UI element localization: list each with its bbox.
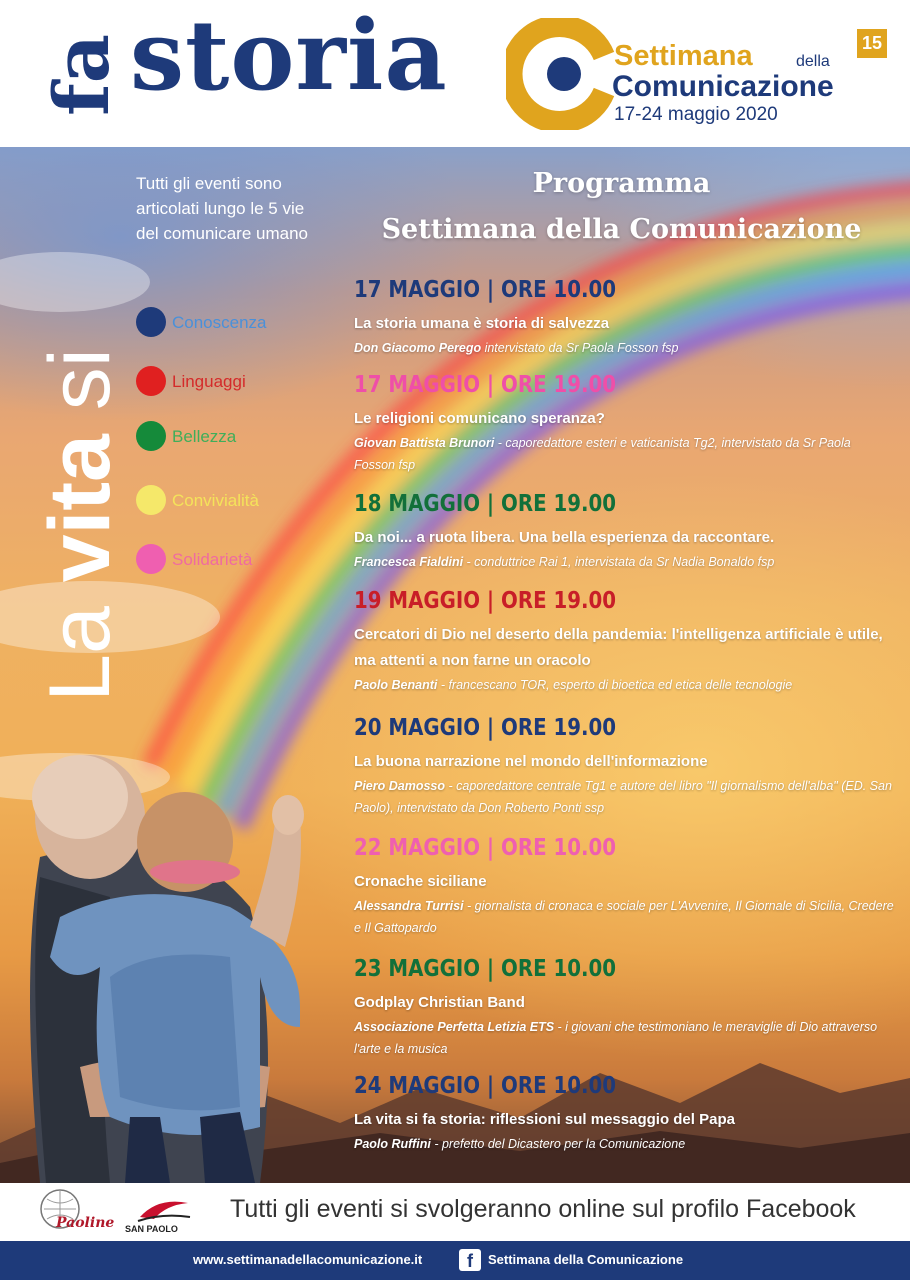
title-word-la: La [32, 582, 128, 702]
logo-title-settimana: Settimana [614, 40, 753, 72]
event-speaker: Piero Damosso [354, 779, 446, 793]
footer-links-bar [0, 1241, 910, 1280]
event-item [354, 713, 894, 819]
event-item [354, 370, 894, 476]
fa-word: fa [37, 34, 126, 116]
event-description [354, 674, 894, 696]
program-title [349, 161, 894, 253]
facebook-icon[interactable]: f [459, 1249, 481, 1271]
event-description [354, 1133, 894, 1155]
event-description [354, 895, 894, 939]
title-word-si: si [32, 348, 128, 435]
green-dot-icon [136, 421, 166, 451]
header [0, 0, 910, 147]
yellow-dot-icon [136, 485, 166, 515]
la-vita-si-vertical-title [32, 348, 128, 702]
event-title: Le religioni comunicano speranza? [354, 410, 605, 427]
event-title: Cronache siciliane [354, 873, 487, 890]
red-dot-icon [136, 366, 166, 396]
event-speaker: Francesca Fialdini [354, 555, 464, 569]
event-title: La buona narrazione nel mondo dell'informazione [354, 753, 708, 770]
paoline-logo-icon [34, 1187, 115, 1239]
title-word-vita: vita [32, 434, 128, 583]
program-title-line1: Programma [532, 168, 711, 199]
event-speaker-info: - i giovani che testimoniano le meraviglie di Dio attraverso l'arte e la musica [354, 1020, 878, 1056]
settimana-comunicazione-logo [506, 10, 906, 140]
event-speaker-info: - giornalista di cronaca e sociale per L'Avvenire, Il Giornale di Sicilia, Credere e Il Gattopardo [354, 899, 894, 935]
blue-dot-icon [136, 307, 166, 337]
event-speaker-info: intervistato da Sr Paola Fosson fsp [481, 341, 679, 355]
grandfather-child-photo [0, 647, 340, 1183]
facebook-page-link[interactable]: Settimana della Comunicazione [488, 1252, 684, 1267]
event-speaker-info: - caporedattore centrale Tg1 e autore del libro "Il giornalismo dell'alba" (ED. San Paolo), intervistato da Don Roberto Ponti ssp [354, 779, 892, 815]
event-item [354, 586, 894, 696]
event-item [354, 954, 894, 1060]
event-speaker-info: - prefetto del Dicastero per la Comunicazione [430, 1137, 686, 1151]
event-speaker: Paolo Ruffini [354, 1137, 431, 1151]
event-title: La vita si fa storia: riflessioni sul messaggio del Papa [354, 1111, 735, 1128]
event-description [354, 1016, 894, 1060]
via-label: Solidarietà [172, 550, 253, 569]
event-description [354, 337, 894, 359]
event-item [354, 275, 894, 359]
event-date: 20 MAGGIO | ORE 19.00 [354, 715, 617, 741]
event-date: 22 MAGGIO | ORE 10.00 [354, 835, 617, 861]
event-date: 17 MAGGIO | ORE 10.00 [354, 277, 617, 303]
program-title-line2: Settimana della Comunicazione [381, 214, 862, 245]
event-speaker: Associazione Perfetta Letizia ETS [354, 1020, 555, 1034]
event-date: 23 MAGGIO | ORE 10.00 [354, 956, 617, 982]
website-link[interactable]: www.settimanadellacomunicazione.it [193, 1252, 423, 1267]
storia-word: storia [130, 0, 448, 112]
logo-dates: 17-24 maggio 2020 [614, 104, 778, 125]
event-date: 24 MAGGIO | ORE 10.00 [354, 1073, 617, 1099]
event-speaker: Don Giacomo Perego [354, 341, 482, 355]
event-item [354, 489, 894, 573]
via-label: Linguaggi [172, 372, 246, 391]
c-ring-icon [506, 18, 618, 130]
intro-text: Tutti gli eventi sono articolati lungo le 5 vie del comunicare umano [136, 174, 308, 243]
event-speaker-info: - caporedattore esteri e vaticanista Tg2, intervistato da Sr Paola Fosson fsp [354, 436, 851, 472]
main-poster-area [0, 147, 910, 1183]
event-speaker-info: - francescano TOR, esperto di bioetica ed etica delle tecnologie [437, 678, 793, 692]
online-notice: Tutti gli eventi si svolgeranno online sul profilo Facebook [230, 1195, 856, 1223]
san-paolo-logo-text: SAN PAOLO [125, 1224, 178, 1234]
event-date: 18 MAGGIO | ORE 19.00 [354, 491, 617, 517]
logo-title-comunicazione: Comunicazione [612, 70, 834, 103]
event-speaker-info: - conduttrice Rai 1, intervistata da Sr Nadia Bonaldo fsp [463, 555, 775, 569]
event-item [354, 833, 894, 939]
via-label: Convivialità [172, 491, 259, 510]
event-speaker: Paolo Benanti [354, 678, 438, 692]
event-date: 19 MAGGIO | ORE 19.00 [354, 588, 617, 614]
event-speaker: Alessandra Turrisi [354, 899, 464, 913]
event-speaker: Giovan Battista Brunori [354, 436, 495, 450]
logo-title-della: della [796, 53, 830, 70]
event-description [354, 775, 894, 819]
event-title: Cercatori di Dio nel deserto della pandemia: l'intelligenza artificiale è utile, ma attenti a non farne un oracolo [354, 626, 883, 669]
paoline-logo-text: Paoline [56, 1215, 115, 1231]
event-date: 17 MAGGIO | ORE 19.00 [354, 372, 617, 398]
event-title: Da noi... a ruota libera. Una bella esperienza da raccontare. [354, 529, 775, 546]
pink-dot-icon [136, 544, 166, 574]
event-title: La storia umana è storia di salvezza [354, 315, 610, 332]
event-title: Godplay Christian Band [354, 994, 525, 1011]
event-description [354, 551, 894, 573]
footer-sponsors [0, 1183, 910, 1241]
event-item [354, 1071, 894, 1155]
event-description [354, 432, 894, 476]
edition-badge: 15 [857, 29, 887, 58]
via-label: Bellezza [172, 427, 237, 446]
via-label: Conoscenza [172, 313, 267, 332]
